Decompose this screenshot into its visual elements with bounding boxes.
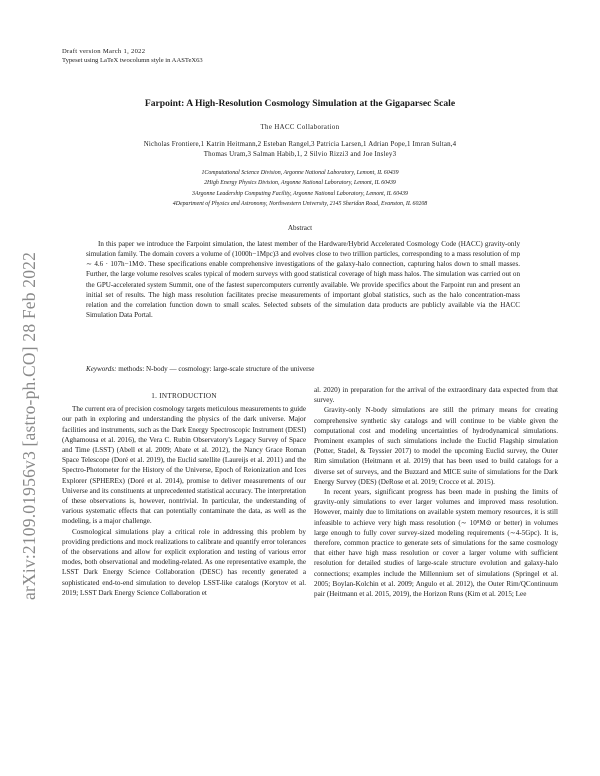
intro-paragraph-4: In recent years, significant progress has been made in pushing the limits of gravity-only simulations to ever larger volumes and improved mass resolution. However, mainly due to limitations on available system memory resources, it is still infeasible to achieve very high mass resolution (∼ 10⁸M⊙ or better) in volumes large enough to fully cover survey-sized modeling requirements (∼4-5Gpc). It is, therefore, common practice to generate sets of simulations for the same cosmology that either have high mass resolution or cover a larger volume with sufficient resolution for detailed studies of large-scale structure evolution and galaxy-halo connections; examples include the Millennium set of simulations (Springel et al. 2005; Boylan-Kolchin et al. 2009; Angulo et al. 2012), the Outer Rim/QContinuum pair (Heitmann et al. 2015, 2019), the Horizon Runs (Kim et al. 2015; Lee [314,488,558,599]
keywords [86,365,520,373]
affiliation-1: 1Computational Science Division, Argonne National Laboratory, Lemont, IL 60439 [201,170,399,176]
intro-paragraph-2-cont: al. 2020) in preparation for the arrival of the extraordinary data expected from that survey. [314,386,558,405]
right-column [314,385,558,599]
abstract-heading: Abstract [287,224,313,232]
keywords-text: methods: N-body — cosmology: large-scale structure of the universe [118,365,315,373]
arxiv-identifier[interactable]: arXiv:2109.01956v3 [astro-ph.CO] 28 Feb 2022 [19,251,39,600]
left-column [62,385,306,598]
affiliation-4: 4Department of Physics and Astronomy, Northwestern University, 2145 Sheridan Road, Evanston, IL 60208 [172,200,428,207]
typeset-note: Typeset using LaTeX twocolumn style in AASTeX63 [62,57,203,64]
authors-line-1: Nicholas Frontiere,1 Katrin Heitmann,2 Esteban Rangel,3 Patricia Larsen,1 Adrian Pope,1 Imran Sultan,4 [143,141,457,148]
affiliation-2: 2High Energy Physics Division, Argonne National Laboratory, Lemont, IL 60439 [204,180,396,187]
authors-line-2: Thomas Uram,3 Salman Habib,1, 2 Silvio Rizzi3 and Joe Insley3 [203,151,397,158]
affiliations [60,168,540,209]
section-heading-introduction: 1. INTRODUCTION [151,392,217,400]
arxiv-stamp [0,0,39,776]
intro-paragraph-1: The current era of precision cosmology targets meticulous measurements to guide our path in exploring and understanding the physics of the dark universe. Major facilities and instruments, such as the Dark Energy Spectroscopic Instrument (DESI) (Aghamousa et al. 2016), the Vera C. Rubin Observatory's Legacy Survey of Space and Time (LSST) (Abell et al. 2009; Abate et al. 2012), the Nancy Grace Roman Space Telescope (Doré et al. 2019), the Euclid satellite (Laureijs et al. 2011) and the Spectro-Photometer for the History of the Universe, Epoch of Reionization and Ices Explorer (SPHEREx) (Doré et al. 2014), promise to deliver measurements of our Universe and its constituents at unprecedented statistical accuracy. The interpretation of these observations is, however, nontrivial. In particular, the understanding of various systematic effects that can potentially contaminate the data, as well as the modeling, is a major challenge. [62,405,306,526]
running-header [62,47,203,65]
keywords-label: Keywords: [86,365,117,373]
abstract-text: In this paper we introduce the Farpoint simulation, the latest member of the Hardware/Hybrid Accelerated Cosmology Code (HACC) gravity-only simulation family. The domain covers a volume of (1000h−1Mpc)3 and evolves close to two trillion particles, corresponding to a mass resolution of mp ∼ 4.6 · 107h−1M⊙. These specifications enable comprehensive investigations of the galaxy-halo connection, capturing halos down to small masses. Further, the large volume resolves scales typical of modern surveys with good statistical coverage of high mass halos. The simulation was carried out on the GPU-accelerated system Summit, one of the fastest supercomputers currently available. We provide specifics about the Farpoint run and present an initial set of results. The high mass resolution facilitates precise measurements of important global statistics, such as the halo concentration-mass relation and the correlation function down to small scales. Selected subsets of the simulation data products are publicly available via the HACC Simulation Data Portal. [86,240,520,320]
affiliation-3: 3Argonne Leadership Computing Facility, Argonne National Laboratory, Lemont, IL 60439 [192,190,408,197]
paper-title: Farpoint: A High-Resolution Cosmology Simulation at the Gigaparsec Scale [144,98,456,109]
intro-paragraph-2: Cosmological simulations play a critical role in addressing this problem by providing predictions and mock realizations to calibrate and quantify error tolerances of the observations and allow for explicit exploration and testing of various error modes, both observational and modeling-related. As one representative example, the LSST Dark Energy Science Collaboration (DESC) has recently generated a sophisticated end-to-end simulation to develop LSST-like catalogs (Korytov et al. 2019; LSST Dark Energy Science Collaboration et [62,527,306,597]
collaboration: The HACC Collaboration [260,124,340,131]
intro-paragraph-3: Gravity-only N-body simulations are still the primary means for creating comprehensive synthetic sky catalogs and will continue to be viable given the computational cost and modeling uncertainties of hydrodynamical simulations. Prominent examples of such simulations include the Euclid Flagship simulation (Potter, Stadel, & Teyssier 2017) to model the upcoming Euclid survey, the Outer Rim simulation (Heitmann et al. 2019) that has been used to build catalogs for a diverse set of surveys, and the Buzzard and MICE suite of simulations for the Dark Energy Survey (DES) (DeRose et al. 2019; Crocce et al. 2015). [314,406,558,486]
author-list [70,140,530,160]
draft-version: Draft version March 1, 2022 [62,48,146,55]
